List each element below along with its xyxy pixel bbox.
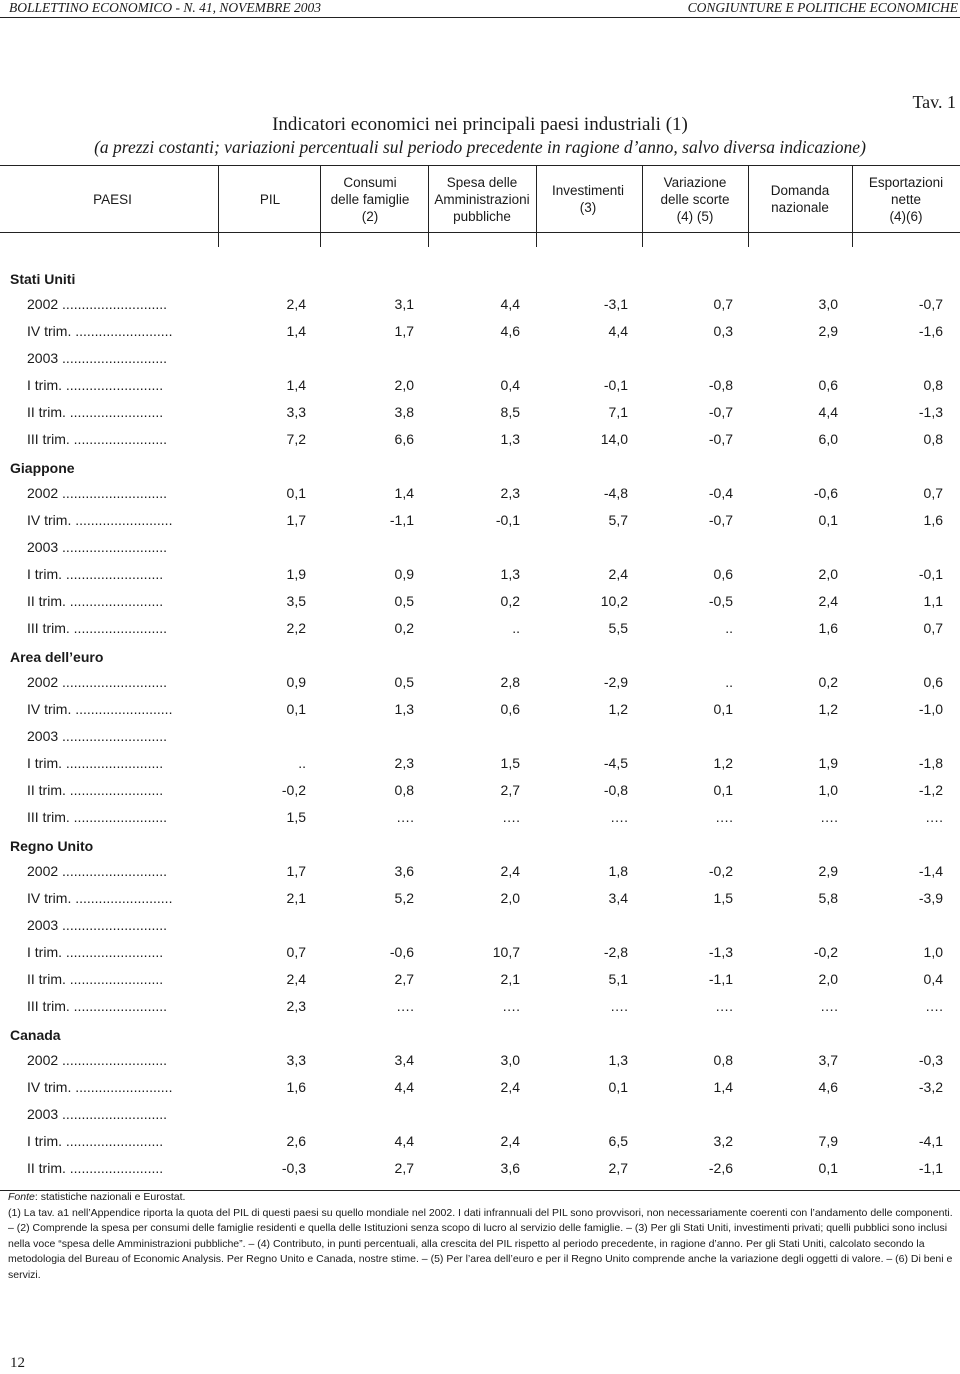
column-header: Esportazioni nette (4)(6) <box>868 174 944 224</box>
table-row <box>0 696 960 723</box>
value-cell: 2,6 <box>286 1133 306 1149</box>
value-cell: -4,8 <box>603 485 628 501</box>
value-cell: 2,4 <box>608 566 628 582</box>
table-row <box>0 399 960 426</box>
row-label: II trim. ........................ <box>27 971 164 987</box>
value-cell: …. <box>610 998 628 1014</box>
country-name: Stati Uniti <box>10 271 76 287</box>
value-cell: 14,0 <box>600 431 628 447</box>
table-row <box>0 426 960 453</box>
row-label: I trim. ......................... <box>27 566 164 582</box>
value-cell: 6,5 <box>608 1133 628 1149</box>
value-cell: 1,3 <box>500 566 520 582</box>
row-label: 2003 ........................... <box>27 728 168 744</box>
value-cell: 10,7 <box>492 944 520 960</box>
value-cell: …. <box>610 809 628 825</box>
value-cell: 0,1 <box>713 701 733 717</box>
row-label: IV trim. ......................... <box>27 701 173 717</box>
value-cell: 5,2 <box>394 890 414 906</box>
row-label: 2002 ........................... <box>27 1052 168 1068</box>
value-cell: -4,1 <box>918 1133 943 1149</box>
value-cell: -0,7 <box>708 404 733 420</box>
value-cell: 2,9 <box>818 323 838 339</box>
value-cell: 2,2 <box>286 620 306 636</box>
value-cell: …. <box>925 998 943 1014</box>
table-row <box>0 750 960 777</box>
value-cell: -1,1 <box>389 512 414 528</box>
value-cell: …. <box>820 809 838 825</box>
column-header: PIL <box>259 191 281 207</box>
value-cell: 3,1 <box>394 296 414 312</box>
value-cell: 1,7 <box>286 863 306 879</box>
value-cell: …. <box>396 809 414 825</box>
value-cell: -0,1 <box>918 566 943 582</box>
value-cell: -0,6 <box>389 944 414 960</box>
value-cell: 1,7 <box>286 512 306 528</box>
column-separator <box>536 165 537 247</box>
value-cell: 0,2 <box>394 620 414 636</box>
value-cell: 2,7 <box>394 1160 414 1176</box>
value-cell: -1,3 <box>918 404 943 420</box>
table-row <box>0 507 960 534</box>
table-row <box>0 669 960 696</box>
value-cell: 0,8 <box>713 1052 733 1068</box>
table-row <box>0 318 960 345</box>
value-cell: 3,0 <box>818 296 838 312</box>
value-cell: -0,2 <box>708 863 733 879</box>
value-cell: 1,7 <box>394 323 414 339</box>
row-label: 2003 ........................... <box>27 917 168 933</box>
table-row <box>0 885 960 912</box>
value-cell: 7,1 <box>608 404 628 420</box>
value-cell: 8,5 <box>500 404 520 420</box>
value-cell: 3,7 <box>818 1052 838 1068</box>
row-label: IV trim. ......................... <box>27 1079 173 1095</box>
value-cell: 3,6 <box>500 1160 520 1176</box>
value-cell: 0,8 <box>394 782 414 798</box>
table-row <box>0 939 960 966</box>
value-cell: -0,7 <box>708 512 733 528</box>
value-cell: -0,5 <box>708 593 733 609</box>
table-title: Indicatori economici nei principali paesi industriali (1) <box>272 114 688 135</box>
value-cell: 1,2 <box>713 755 733 771</box>
row-label: I trim. ......................... <box>27 377 164 393</box>
value-cell: 2,3 <box>286 998 306 1014</box>
value-cell: -1,3 <box>708 944 733 960</box>
value-cell: 0,4 <box>923 971 943 987</box>
country-heading <box>0 1020 960 1047</box>
value-cell: -1,6 <box>918 323 943 339</box>
value-cell: 0,7 <box>286 944 306 960</box>
table-row <box>0 1128 960 1155</box>
table-row <box>0 1101 960 1128</box>
value-cell: 0,6 <box>923 674 943 690</box>
value-cell: 0,1 <box>818 512 838 528</box>
value-cell: 2,0 <box>500 890 520 906</box>
value-cell: 0,8 <box>923 377 943 393</box>
value-cell: 1,9 <box>818 755 838 771</box>
value-cell: 7,9 <box>818 1133 838 1149</box>
page-number: 12 <box>10 1355 25 1371</box>
row-label: III trim. ........................ <box>27 998 168 1014</box>
value-cell: …. <box>715 998 733 1014</box>
value-cell: 2,4 <box>286 971 306 987</box>
value-cell: .. <box>298 755 306 771</box>
row-label: I trim. ......................... <box>27 944 164 960</box>
value-cell: 1,4 <box>713 1079 733 1095</box>
country-name: Area dell’euro <box>10 649 104 665</box>
country-name: Giappone <box>10 460 75 476</box>
row-label: III trim. ........................ <box>27 431 168 447</box>
value-cell: -1,1 <box>708 971 733 987</box>
value-cell: 1,3 <box>500 431 520 447</box>
table-row <box>0 912 960 939</box>
value-cell: 1,2 <box>818 701 838 717</box>
country-name: Regno Unito <box>10 838 94 854</box>
table-row <box>0 858 960 885</box>
table-row <box>0 480 960 507</box>
value-cell: 0,1 <box>286 701 306 717</box>
value-cell: 1,8 <box>608 863 628 879</box>
row-label: IV trim. ......................... <box>27 512 173 528</box>
value-cell: 1,3 <box>394 701 414 717</box>
country-name: Canada <box>10 1027 61 1043</box>
value-cell: 3,4 <box>608 890 628 906</box>
row-label: II trim. ........................ <box>27 782 164 798</box>
value-cell: 7,2 <box>286 431 306 447</box>
notes-text: (1) La tav. a1 nell’Appendice riporta la quota del PIL di questi paesi su quello mondiale nel 2002. I dati infrannuali del PIL sono provvisori, non necessariamente coerenti con l’andamento delle componenti. – (2) Comprende la spesa per consumi delle famiglie residenti e quella delle Istituzioni senza scopo di lucro al servizio delle famiglie. – (3) Per gli Stati Uniti, investimenti privati; quelli pubblici sono inclusi nella voce “spesa delle Amministrazioni pubbliche”. – (4) Contributo, in punti percentuali, alla crescita del PIL rispetto al periodo precedente, in ragione d’anno. Per gli Stati Uniti, calcolato secondo la metodologia del Bureau of Economic Analysis. Per Regno Unito e Canada, nostre stime. – (5) Per l’area dell’euro e per il Regno Unito comprende anche la variazione degli oggetti di valore. – (6) Di beni e servizi. <box>8 1206 953 1281</box>
value-cell: -2,8 <box>603 944 628 960</box>
row-label: 2003 ........................... <box>27 1106 168 1122</box>
value-cell: -1,1 <box>918 1160 943 1176</box>
source-note <box>8 1190 954 1206</box>
value-cell: 2,4 <box>500 1079 520 1095</box>
column-header: PAESI <box>93 191 132 207</box>
country-heading <box>0 642 960 669</box>
country-heading <box>0 831 960 858</box>
value-cell: 2,8 <box>500 674 520 690</box>
table-row <box>0 615 960 642</box>
row-label: IV trim. ......................... <box>27 890 173 906</box>
value-cell: …. <box>396 998 414 1014</box>
value-cell: 5,5 <box>608 620 628 636</box>
value-cell: -0,2 <box>813 944 838 960</box>
header-bottom-rule <box>0 232 960 233</box>
value-cell: 1,5 <box>286 809 306 825</box>
value-cell: -0,1 <box>603 377 628 393</box>
source-label: Fonte <box>8 1191 35 1203</box>
column-header: Investimenti (3) <box>551 183 625 215</box>
value-cell: …. <box>820 998 838 1014</box>
value-cell: 1,6 <box>923 512 943 528</box>
value-cell: -0,3 <box>281 1160 306 1176</box>
row-label: IV trim. ......................... <box>27 323 173 339</box>
table-row <box>0 1047 960 1074</box>
row-label: 2002 ........................... <box>27 674 168 690</box>
value-cell: 5,7 <box>608 512 628 528</box>
value-cell: 0,5 <box>394 593 414 609</box>
value-cell: 2,0 <box>818 566 838 582</box>
table-subtitle: (a prezzi costanti; variazioni percentuali sul periodo precedente in ragione d’anno, salvo diversa indicazione) <box>94 137 866 157</box>
value-cell: 1,5 <box>500 755 520 771</box>
value-cell: -0,2 <box>281 782 306 798</box>
value-cell: 2,4 <box>500 1133 520 1149</box>
row-label: I trim. ......................... <box>27 1133 164 1149</box>
column-separator <box>852 165 853 247</box>
value-cell: 1,1 <box>923 593 943 609</box>
table-row <box>0 291 960 318</box>
value-cell: 0,6 <box>713 566 733 582</box>
value-cell: 0,4 <box>500 377 520 393</box>
value-cell: 0,9 <box>286 674 306 690</box>
value-cell: 3,5 <box>286 593 306 609</box>
value-cell: …. <box>715 809 733 825</box>
value-cell: 1,0 <box>818 782 838 798</box>
value-cell: 0,7 <box>923 620 943 636</box>
value-cell: 4,4 <box>394 1079 414 1095</box>
value-cell: 6,6 <box>394 431 414 447</box>
column-separator <box>428 165 429 247</box>
value-cell: -0,7 <box>918 296 943 312</box>
value-cell: .. <box>725 620 733 636</box>
value-cell: -0,3 <box>918 1052 943 1068</box>
value-cell: 0,9 <box>394 566 414 582</box>
value-cell: 1,6 <box>286 1079 306 1095</box>
value-cell: 2,7 <box>394 971 414 987</box>
value-cell: 2,1 <box>500 971 520 987</box>
value-cell: 3,0 <box>500 1052 520 1068</box>
row-label: 2002 ........................... <box>27 863 168 879</box>
value-cell: 2,4 <box>500 863 520 879</box>
value-cell: 2,4 <box>286 296 306 312</box>
value-cell: 1,3 <box>608 1052 628 1068</box>
value-cell: …. <box>502 809 520 825</box>
value-cell: -0,4 <box>708 485 733 501</box>
value-cell: 0,1 <box>608 1079 628 1095</box>
value-cell: -0,8 <box>603 782 628 798</box>
value-cell: 4,4 <box>608 323 628 339</box>
table-number: Tav. 1 <box>912 92 956 112</box>
value-cell: 2,4 <box>818 593 838 609</box>
value-cell: …. <box>502 998 520 1014</box>
value-cell: 2,3 <box>500 485 520 501</box>
value-cell: .. <box>512 620 520 636</box>
source-text: : statistiche nazionali e Eurostat. <box>34 1191 186 1203</box>
table-body <box>0 264 960 1182</box>
value-cell: 10,2 <box>600 593 628 609</box>
value-cell: 0,7 <box>923 485 943 501</box>
table-row <box>0 723 960 750</box>
value-cell: 4,4 <box>500 296 520 312</box>
value-cell: 0,6 <box>818 377 838 393</box>
value-cell: 1,5 <box>713 890 733 906</box>
value-cell: 2,7 <box>608 1160 628 1176</box>
value-cell: 1,4 <box>286 323 306 339</box>
value-cell: 1,2 <box>608 701 628 717</box>
value-cell: 3,3 <box>286 1052 306 1068</box>
row-label: 2003 ........................... <box>27 539 168 555</box>
header-publication: BOLLETTINO ECONOMICO - N. 41, NOVEMBRE 2003 <box>9 0 322 15</box>
value-cell: 4,4 <box>394 1133 414 1149</box>
value-cell: 3,6 <box>394 863 414 879</box>
row-label: II trim. ........................ <box>27 593 164 609</box>
table-row <box>0 534 960 561</box>
value-cell: -4,5 <box>603 755 628 771</box>
value-cell: -0,8 <box>708 377 733 393</box>
column-header: Spesa delle Amministrazioni pubbliche <box>434 174 530 224</box>
table-row <box>0 561 960 588</box>
country-heading <box>0 453 960 480</box>
value-cell: 0,2 <box>500 593 520 609</box>
value-cell: -1,8 <box>918 755 943 771</box>
value-cell: 0,3 <box>713 323 733 339</box>
value-cell: -1,4 <box>918 863 943 879</box>
value-cell: 1,0 <box>923 944 943 960</box>
table-row <box>0 588 960 615</box>
row-label: 2002 ........................... <box>27 296 168 312</box>
row-label: 2003 ........................... <box>27 350 168 366</box>
value-cell: -2,9 <box>603 674 628 690</box>
running-header <box>0 0 960 18</box>
value-cell: -1,0 <box>918 701 943 717</box>
row-label: III trim. ........................ <box>27 809 168 825</box>
value-cell: 0,2 <box>818 674 838 690</box>
column-separator <box>748 165 749 247</box>
value-cell: 1,4 <box>394 485 414 501</box>
column-header: Variazione delle scorte (4) (5) <box>660 174 730 224</box>
country-heading <box>0 264 960 291</box>
column-separator <box>218 165 219 247</box>
table-row <box>0 345 960 372</box>
table-row <box>0 966 960 993</box>
row-label: I trim. ......................... <box>27 755 164 771</box>
value-cell: 2,9 <box>818 863 838 879</box>
value-cell: 0,7 <box>713 296 733 312</box>
value-cell: 4,6 <box>818 1079 838 1095</box>
value-cell: 4,6 <box>500 323 520 339</box>
value-cell: 2,1 <box>286 890 306 906</box>
value-cell: 3,4 <box>394 1052 414 1068</box>
column-header: Consumi delle famiglie (2) <box>330 174 410 224</box>
value-cell: 1,4 <box>286 377 306 393</box>
value-cell: …. <box>925 809 943 825</box>
table-row <box>0 777 960 804</box>
value-cell: -3,2 <box>918 1079 943 1095</box>
column-separator <box>320 165 321 247</box>
value-cell: 1,6 <box>818 620 838 636</box>
value-cell: -0,7 <box>708 431 733 447</box>
value-cell: .. <box>725 674 733 690</box>
value-cell: 0,1 <box>713 782 733 798</box>
value-cell: 2,7 <box>500 782 520 798</box>
value-cell: 2,3 <box>394 755 414 771</box>
row-label: 2002 ........................... <box>27 485 168 501</box>
value-cell: -0,6 <box>813 485 838 501</box>
value-cell: -3,1 <box>603 296 628 312</box>
value-cell: 5,8 <box>818 890 838 906</box>
column-separator <box>642 165 643 247</box>
table-row <box>0 372 960 399</box>
value-cell: 0,6 <box>500 701 520 717</box>
value-cell: 4,4 <box>818 404 838 420</box>
value-cell: 2,0 <box>394 377 414 393</box>
value-cell: -2,6 <box>708 1160 733 1176</box>
value-cell: 0,5 <box>394 674 414 690</box>
value-cell: 6,0 <box>818 431 838 447</box>
footnotes <box>8 1190 954 1283</box>
value-cell: 3,2 <box>713 1133 733 1149</box>
value-cell: 0,1 <box>286 485 306 501</box>
value-cell: 2,0 <box>818 971 838 987</box>
value-cell: 3,3 <box>286 404 306 420</box>
row-label: II trim. ........................ <box>27 404 164 420</box>
value-cell: -3,9 <box>918 890 943 906</box>
value-cell: 5,1 <box>608 971 628 987</box>
row-label: II trim. ........................ <box>27 1160 164 1176</box>
table-row <box>0 804 960 831</box>
value-cell: -1,2 <box>918 782 943 798</box>
value-cell: 1,9 <box>286 566 306 582</box>
row-label: III trim. ........................ <box>27 620 168 636</box>
table-row <box>0 1074 960 1101</box>
column-header: Domanda nazionale <box>770 183 830 215</box>
header-section: CONGIUNTURE E POLITICHE ECONOMICHE <box>687 0 958 15</box>
table-row <box>0 993 960 1020</box>
value-cell: 0,1 <box>818 1160 838 1176</box>
value-cell: -0,1 <box>495 512 520 528</box>
table-row <box>0 1155 960 1182</box>
value-cell: 3,8 <box>394 404 414 420</box>
value-cell: 0,8 <box>923 431 943 447</box>
